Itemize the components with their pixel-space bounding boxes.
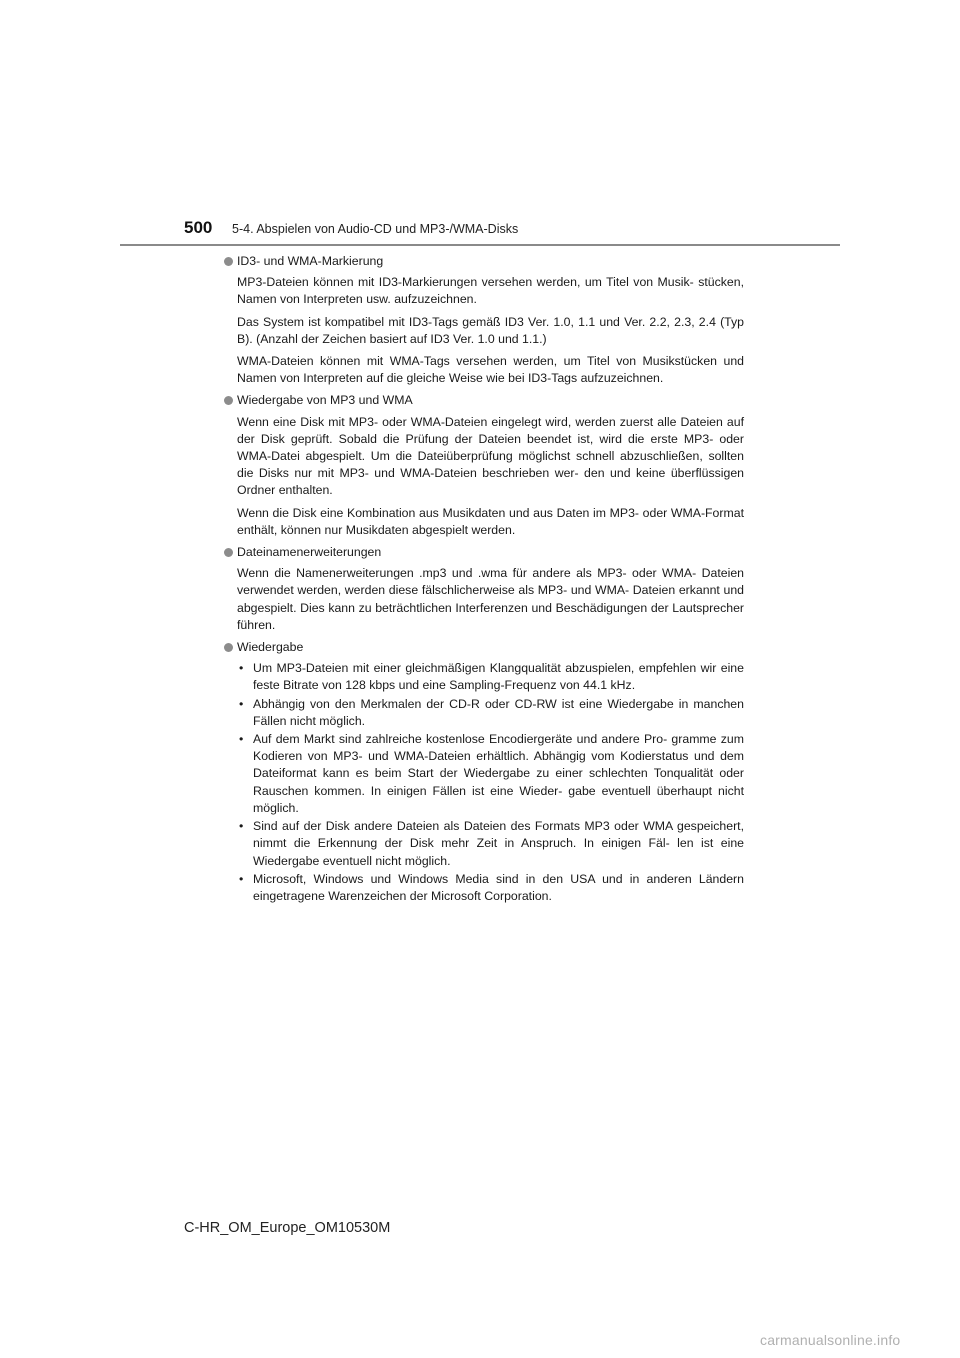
paragraph: Das System ist kompatibel mit ID3-Tags gemäß ID3 Ver. 1.0, 1.1 und Ver. 2.2, 2.3, 2.4 (Typ B). (Anzahl der Zeichen basiert auf ID3 Ver. 1.0 und 1.1.) bbox=[237, 314, 744, 346]
page-content bbox=[224, 253, 744, 908]
bullet-list bbox=[224, 660, 744, 905]
header-divider bbox=[120, 244, 840, 246]
section-heading: Wiedergabe von MP3 und WMA bbox=[224, 392, 744, 409]
page-number: 500 bbox=[184, 218, 213, 237]
document-code: C-HR_OM_Europe_OM10530M bbox=[184, 1220, 391, 1236]
watermark: carmanualsonline.info bbox=[760, 1332, 901, 1348]
list-bullet-icon: • bbox=[239, 696, 244, 711]
list-bullet-icon: • bbox=[239, 732, 244, 747]
section-heading: Wiedergabe bbox=[224, 639, 744, 656]
list-item: • Abhängig von den Merkmalen der CD-R oder CD-RW ist eine Wiedergabe in manchen Fällen nicht möglich. bbox=[239, 696, 744, 728]
list-item: • Microsoft, Windows und Windows Media sind in den USA und in anderen Ländern eingetragene Warenzeichen der Microsoft Corporation. bbox=[239, 871, 744, 903]
list-item: • Sind auf der Disk andere Dateien als Dateien des Formats MP3 oder WMA gespeichert, nimmt die Erkennung der Disk mehr Zeit in Anspruch. In einigen Fäl- len ist eine Wiedergabe eventuell nicht möglich. bbox=[239, 819, 744, 868]
paragraph: WMA-Dateien können mit WMA-Tags versehen werden, um Titel von Musikstücken und Namen von Interpreten auf die gleiche Weise wie bei ID3-Tags aufzuzeichnen. bbox=[237, 354, 744, 386]
section-playback-mp3-wma bbox=[224, 392, 744, 539]
bullet-dot-icon bbox=[224, 643, 233, 652]
paragraph: MP3-Dateien können mit ID3-Markierungen versehen werden, um Titel von Musik- stücken, Namen von Interpreten usw. aufzuzeichnen. bbox=[237, 275, 744, 307]
list-item: • Auf dem Markt sind zahlreiche kostenlose Encodiergeräte und andere Pro- gramme zum Kodieren von MP3- und WMA-Dateien erhältlich. Abhängig vom Kodierstatus und dem Dateiformat kann es beim Start der Wiedergabe zu einer schlechten Tonqualität oder Rauschen kommen. In einigen Fällen ist eine Wieder- gabe eventuell überhaupt nicht möglich. bbox=[239, 732, 744, 815]
list-item: • Um MP3-Dateien mit einer gleichmäßigen Klangqualität abzuspielen, empfehlen wir eine feste Bitrate von 128 kbps und eine Sampling-Frequenz von 44.1 kHz. bbox=[239, 661, 744, 693]
bullet-dot-icon bbox=[224, 396, 233, 405]
section-id3-tags bbox=[224, 253, 744, 387]
section-playback bbox=[224, 639, 744, 905]
bullet-dot-icon bbox=[224, 257, 233, 266]
list-bullet-icon: • bbox=[239, 661, 244, 676]
bullet-dot-icon bbox=[224, 548, 233, 557]
paragraph: Wenn eine Disk mit MP3- oder WMA-Dateien eingelegt wird, werden zuerst alle Dateien auf der Disk geprüft. Sobald die Prüfung der Dateien beendet ist, wird die erste MP3- oder WMA-Datei abgespielt. Um die Dateiüberprüfung möglichst schnell abzuschließen, sollten die Disks nur mit MP3- und WMA-Dateien beschrieben wer- den und keine überflüssigen Ordner enthalten. bbox=[237, 414, 744, 498]
paragraph: Wenn die Namenerweiterungen .mp3 und .wma für andere als MP3- oder WMA- Dateien verwendet werden, werden diese fälschlicherweise als MP3- und WMA- Dateien erkannt und abgespielt. Dies kann zu beträchtlichen Interferenzen und Beschädigungen der Lautsprecher führen. bbox=[237, 566, 744, 632]
list-bullet-icon: • bbox=[239, 871, 244, 886]
paragraph: Wenn die Disk eine Kombination aus Musikdaten und aus Daten im MP3- oder WMA-Format enthält, können nur Musikdaten abgespielt werden. bbox=[237, 505, 744, 537]
list-bullet-icon: • bbox=[239, 819, 244, 834]
section-heading: ID3- und WMA-Markierung bbox=[224, 253, 744, 270]
section-heading: Dateinamenerweiterungen bbox=[224, 544, 744, 561]
section-file-extensions bbox=[224, 544, 744, 634]
section-title: 5-4. Abspielen von Audio-CD und MP3-/WMA-Disks bbox=[232, 222, 519, 236]
